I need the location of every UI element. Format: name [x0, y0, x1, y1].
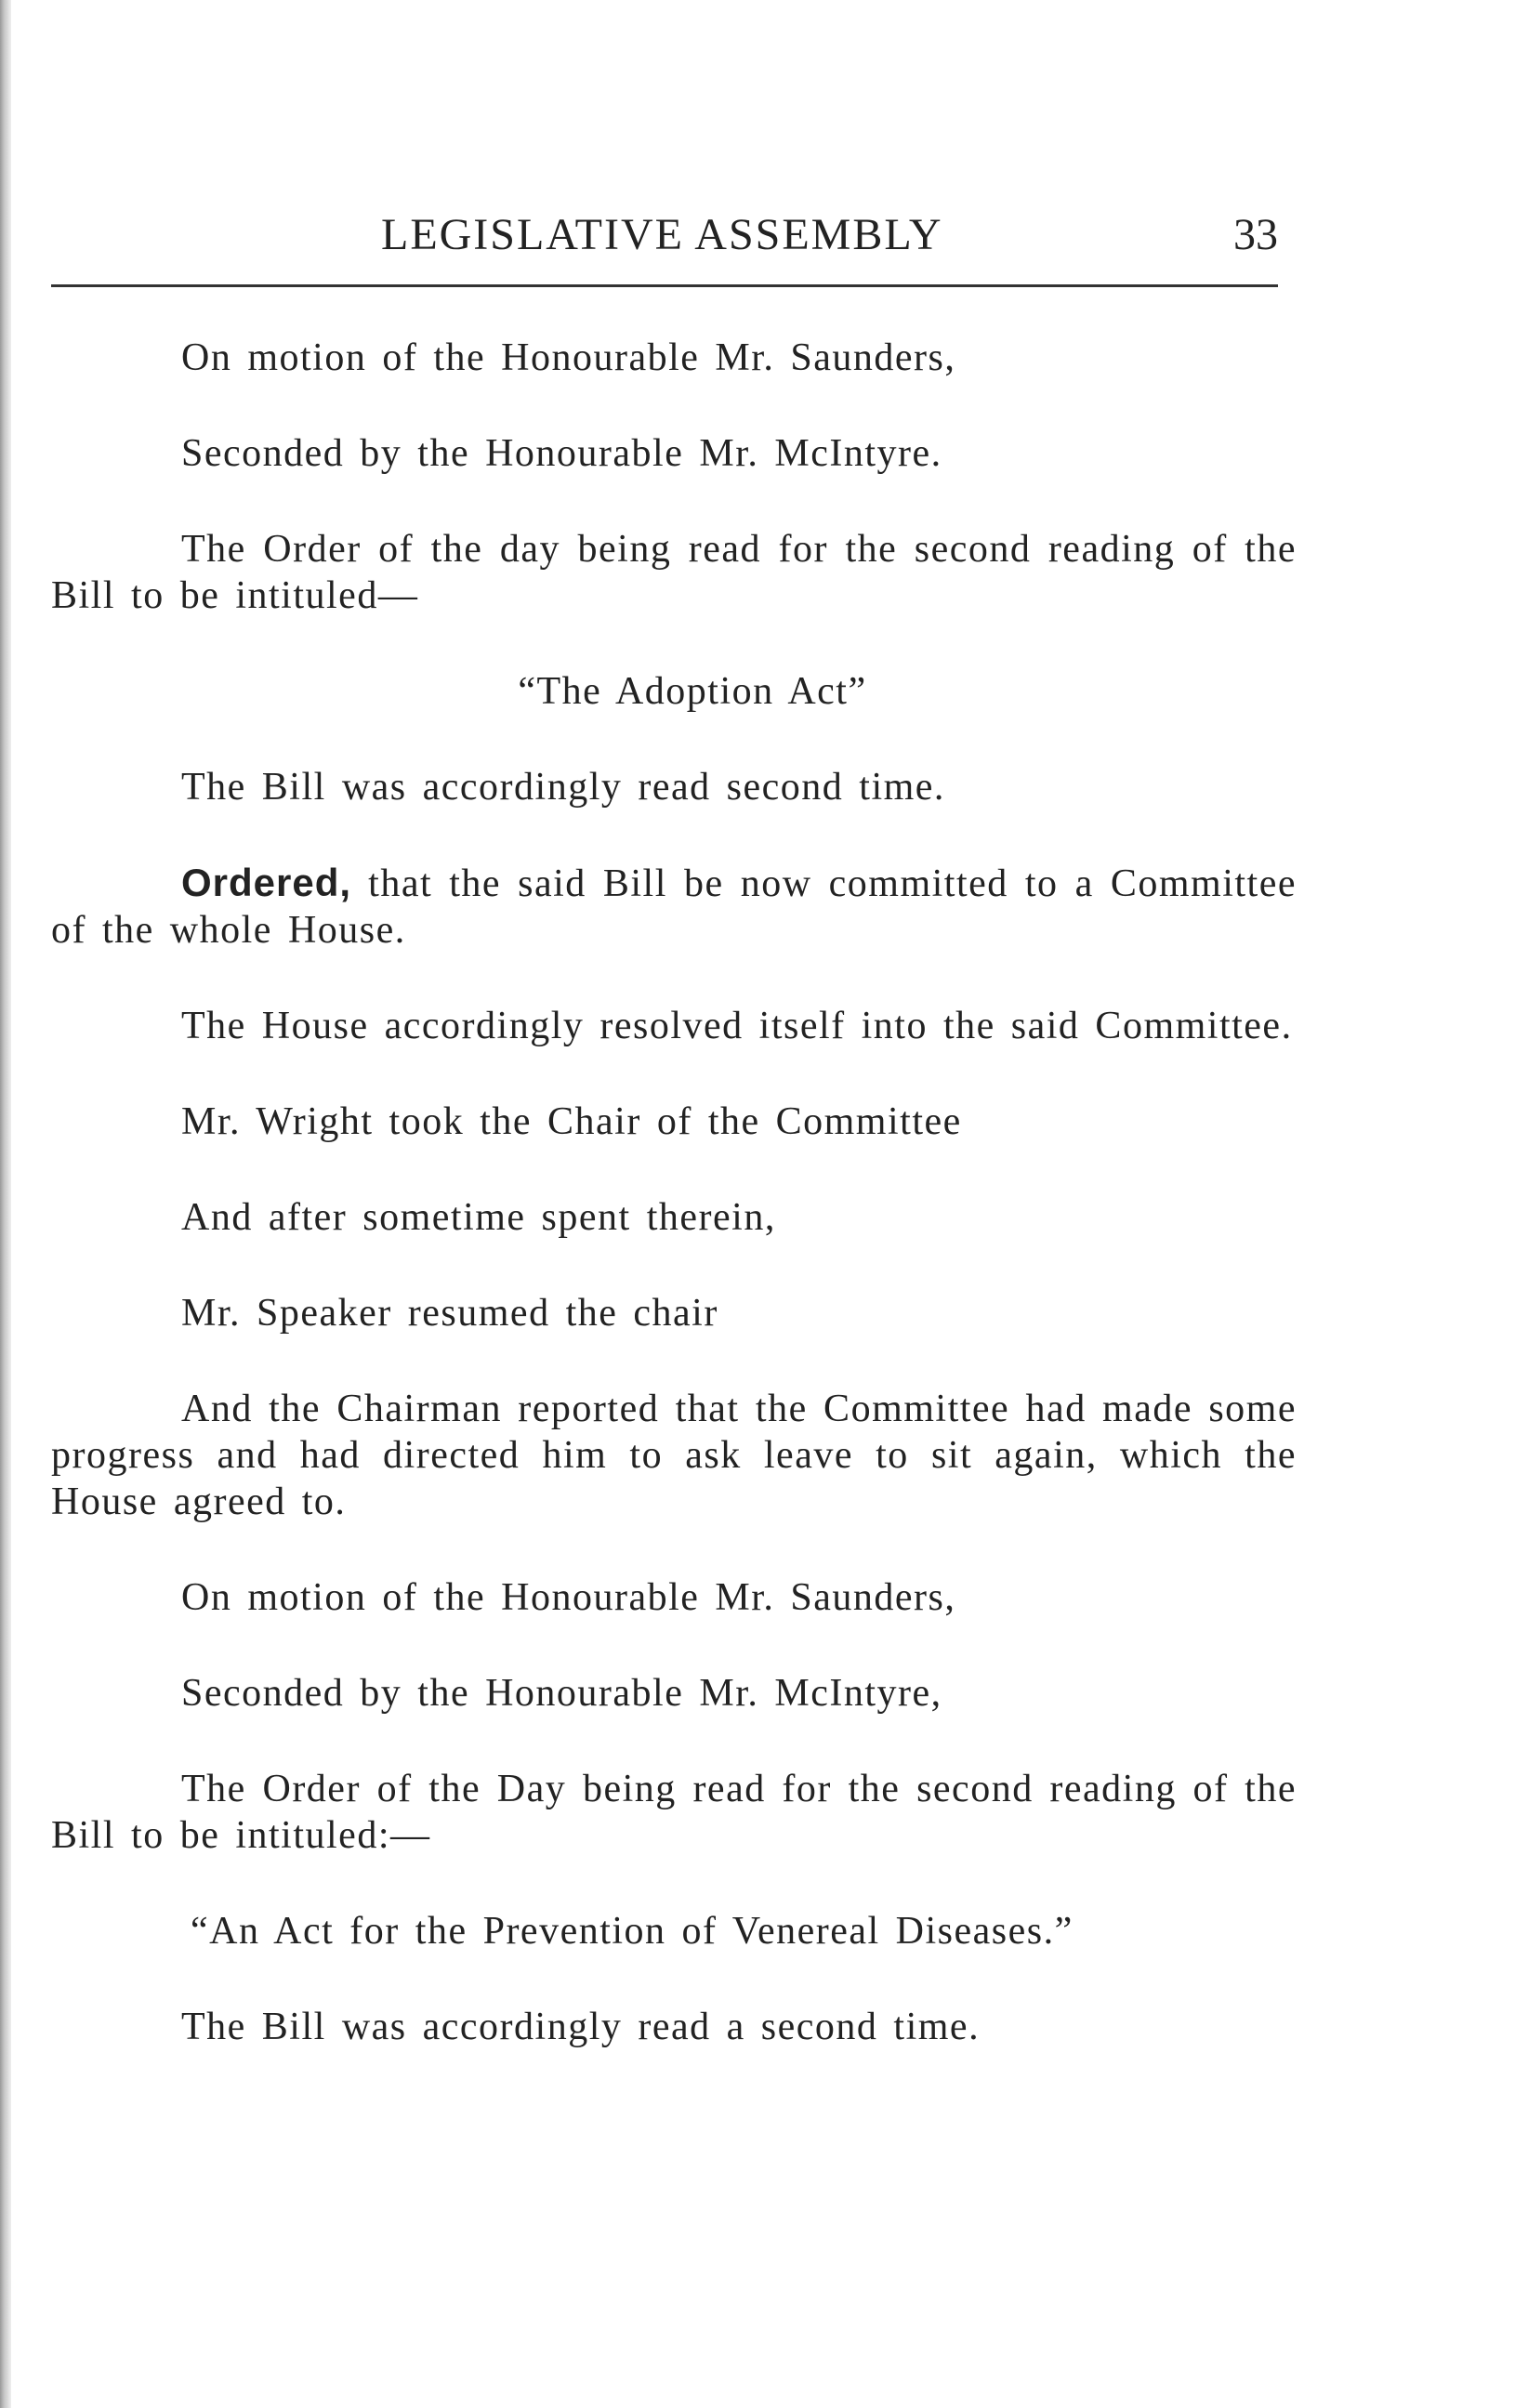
motion-paragraph: On motion of the Honourable Mr. Saunders,	[181, 336, 956, 379]
page-number: 33	[1233, 210, 1278, 259]
header-rule	[51, 284, 1278, 287]
second-reading-paragraph: The Bill was accordingly read second time.	[181, 766, 945, 809]
running-head	[51, 206, 1278, 264]
ordered-lead: Ordered,	[181, 861, 352, 904]
speaker-paragraph: Mr. Speaker resumed the chair	[181, 1292, 718, 1335]
chair-paragraph: Mr. Wright took the Chair of the Committee	[181, 1100, 962, 1143]
committee-paragraph: The House accordingly resolved itself into the said Committee.	[181, 1005, 1293, 1047]
motion-paragraph-2: On motion of the Honourable Mr. Saunders,	[181, 1576, 956, 1619]
page-body	[51, 335, 1297, 2099]
second-reading-paragraph-2: The Bill was accordingly read a second time.	[181, 2006, 981, 2048]
ordered-paragraph	[51, 860, 1297, 954]
bill-title: “The Adoption Act”	[518, 670, 867, 713]
page-binding-edge	[0, 0, 11, 2408]
running-title: LEGISLATIVE ASSEMBLY	[381, 210, 943, 259]
time-spent-paragraph: And after sometime spent therein,	[181, 1196, 776, 1239]
seconded-paragraph-2: Seconded by the Honourable Mr. McIntyre,	[181, 1672, 942, 1715]
ordered-text: that the said Bill be now committed to a Committee of the whole House.	[51, 862, 1297, 952]
order-of-day-paragraph: The Order of the day being read for the second reading of the Bill to be intituled—	[51, 528, 1297, 617]
seconded-paragraph: Seconded by the Honourable Mr. McIntyre.	[181, 432, 942, 475]
chairman-report-paragraph: And the Chairman reported that the Committee had made some progress and had directed him to ask leave to sit again, which the House agreed to.	[51, 1388, 1297, 1523]
order-of-day-paragraph-2: The Order of the Day being read for the second reading of the Bill to be intituled:—	[51, 1768, 1297, 1857]
bill-title-2: “An Act for the Prevention of Venereal Diseases.”	[191, 1910, 1074, 1953]
